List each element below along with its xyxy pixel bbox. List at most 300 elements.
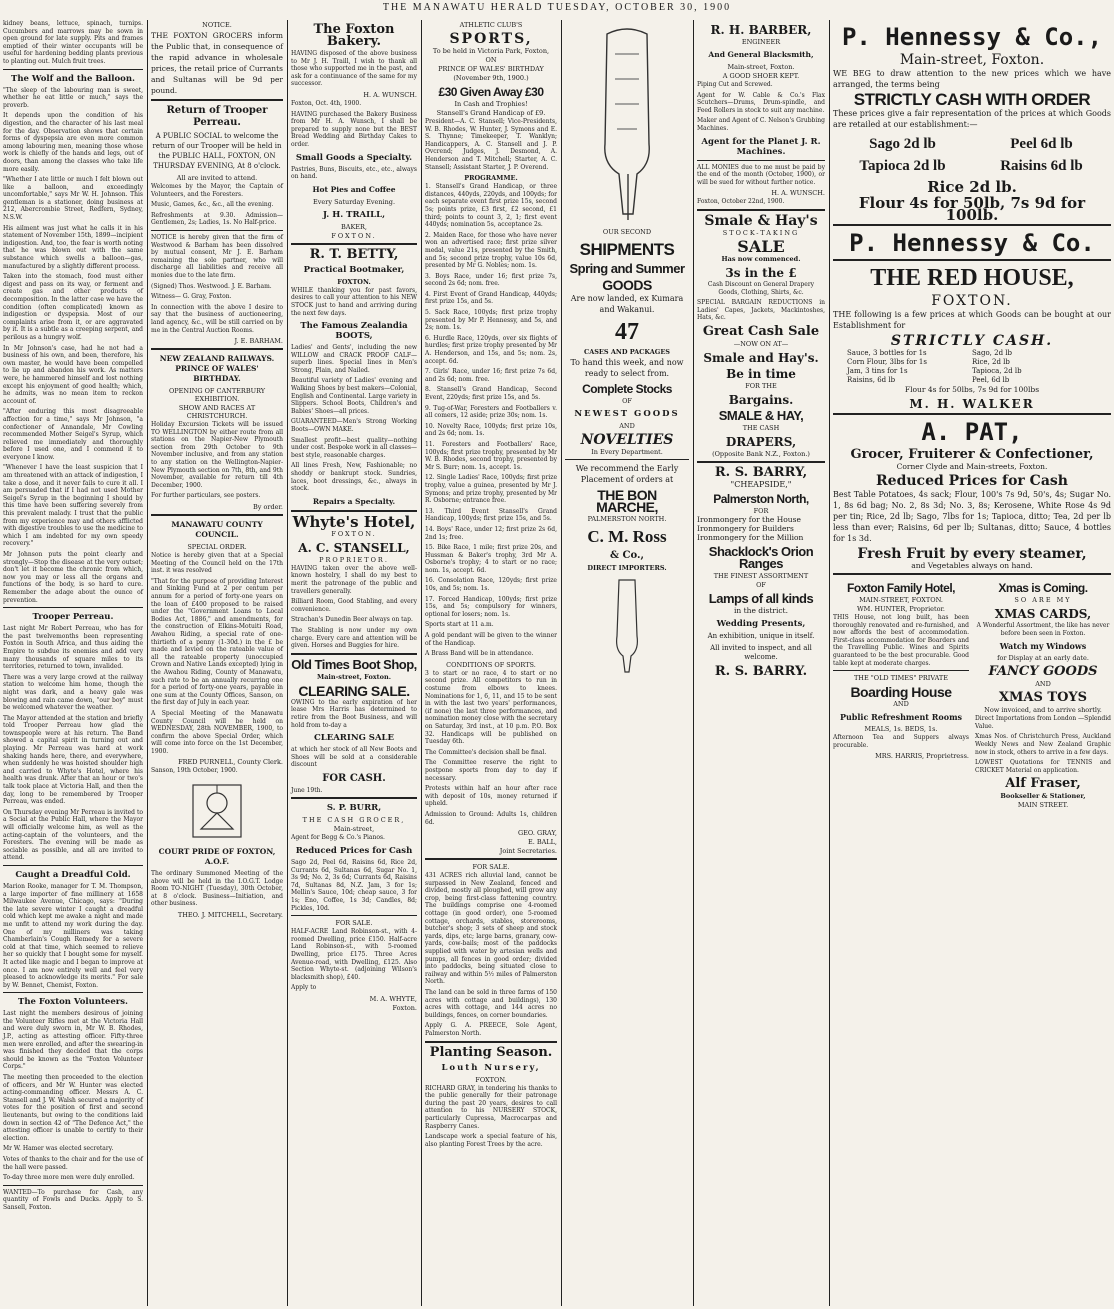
court-notice: The ordinary Summoned Meeting of the above will be held in the I.O.G.T. Lodge Room TO-NIGHT (Tuesday), 30th October, at 8 o'clock. Business—Initiation, and other business. bbox=[151, 870, 283, 908]
ad-heading: XMAS CARDS, bbox=[994, 607, 1092, 621]
price-item: Rice, 2d lb bbox=[972, 358, 1010, 366]
notice-text: By order. bbox=[252, 503, 283, 512]
divider bbox=[151, 99, 283, 101]
ad-text: Best Table Potatoes, 4s sack; Flour, 100's 7s 9d, 50's, 4s; Sugar No. 1, 8s 6d bag; No. 2, 8s 3d; No. 3, 8s; Kerosene, White Rose 4s 9d per tin; Rice, 2d lb; Sago, 7lbs for 1s; Tapioca, ditto; Tea, 2d per lb less than ever; Raisins, 6d per lb; Sultanas, ditto; Sauce, 4 bottles for 1s 3d. bbox=[833, 490, 1111, 543]
divider bbox=[425, 1041, 557, 1043]
ad-heading: R. S. BARRY. bbox=[714, 663, 808, 679]
ad-heading: Be in time bbox=[726, 366, 796, 381]
ad-text: All lines Fresh, New, Fashionable; no shoddy or bankrupt stock. Sundries, laces, boot dressings, &c., always in stock. bbox=[291, 462, 417, 493]
notice-text: All are invited to attend. bbox=[176, 174, 258, 182]
notice-text: Music, Games, &c., &c., all the evening. bbox=[151, 201, 274, 209]
programme-item: 14. Boys' Race, under 12; first prize 2s 6d, 2nd 1s; free. bbox=[425, 525, 557, 541]
ad-text: Corner Clyde and Main-streets, Foxton. bbox=[896, 462, 1048, 471]
price-item: Flour 4s for 50lb, 7s 9d for 100lb. bbox=[858, 194, 1086, 224]
ad-text: Admission to Ground: Adults 1s, children 6d. bbox=[425, 810, 557, 826]
ad-heading: £30 Given Away £30 bbox=[438, 85, 544, 99]
ad-text: Pastries, Buns, Biscuits, etc., etc., always on hand. bbox=[291, 165, 417, 181]
ad-text: HAVING disposed of the above business to Mr J. H. Traill, I wish to thank all those who supported me in the past, and ask for a continuance of the same for my successor. bbox=[291, 50, 417, 88]
ad-text: for Display at an early date. bbox=[997, 654, 1089, 663]
divider bbox=[425, 858, 557, 860]
ad-heading: DRAPERS, bbox=[725, 434, 797, 449]
signature-mitchell: THEO. J. MITCHELL, Secretary. bbox=[177, 911, 283, 920]
ad-text: FOXTON. bbox=[475, 1075, 507, 1084]
article-text: kidney beans, lettuce, spinach, turnips. Cucumbers and marrows may be sown in open ground for late supply. Pits and frames emptied of their winter occupants will be useful for hardening bedding plants previous to planting out. Mulch fruit trees. bbox=[3, 20, 143, 65]
programme-item: A gold pendant will be given to the winner of the Handicap. bbox=[425, 632, 557, 647]
divider bbox=[3, 865, 143, 866]
ad-text: HAVING purchased the Bakery Business from Mr H. A. Wunsch, I shall be prepared to supply none but the BEST Bread Wedding and Birthday Cakes to order. bbox=[291, 110, 417, 148]
headline-family-hotel: Foxton Family Hotel, bbox=[846, 581, 955, 595]
ad-text: ON bbox=[485, 56, 497, 64]
ad-text: The land can be sold in three farms of 150 acres with cottage and buildings), 130 acres with cottage, and 144 acres no buildings, fences, on corner boundaries. bbox=[425, 989, 557, 1019]
ad-text: in the district. bbox=[734, 605, 788, 615]
divider bbox=[291, 653, 417, 655]
ad-heading: Smale and Hay's. bbox=[703, 350, 819, 365]
ad-heading: A. C. STANSELL, bbox=[298, 540, 410, 555]
price-item: Sago 2d lb bbox=[869, 136, 936, 152]
price-item: Corn Flour, 3lbs for 1s bbox=[847, 358, 927, 366]
ad-text: Direct Importations from London —Splendid Value. bbox=[975, 715, 1111, 730]
ad-heading: Shacklock's Orion Ranges bbox=[708, 543, 814, 571]
programme-item: 15. Bike Race, 1 mile; first prize 20s, and Hussman & Baker's trophy, 3rd Mr A. Osborne's trophy; 4 to start or no race; nom. 1s, accept. 6d. bbox=[425, 544, 557, 574]
ad-text: Now invoiced, and to arrive shortly. bbox=[984, 706, 1102, 715]
article-text: "The sleep of the labouring man is sweet, whether he eat little or much," says the proverb. bbox=[3, 86, 143, 109]
ad-heading: Public Refreshment Rooms bbox=[839, 712, 963, 723]
ad-heading: The Famous Zealandia BOOTS, bbox=[300, 321, 408, 342]
ad-text: Foxton, October 22nd, 1900. bbox=[697, 198, 785, 206]
ad-text: In Every Department. bbox=[591, 448, 663, 456]
ad-heading: Lamps of all kinds bbox=[708, 590, 814, 606]
ad-heading: Watch my Windows bbox=[999, 641, 1087, 652]
ad-heading: Wedding Presents, bbox=[716, 618, 806, 629]
ad-text: ATHLETIC CLUB'S bbox=[459, 21, 523, 29]
ad-heading: S. P. BURR, bbox=[326, 803, 382, 814]
article-text: Last night the members desirous of joining the Volunteer Rifles met at the Victoria Hall and were duly sworn in, Mr W. B. Rhodes, J.P., acting as attesting officer. Fifty-three men were enrolled, and after the swearing-in was finished they decided that the corps should be known as the "Foxton Volunteer Corps." bbox=[3, 1010, 143, 1071]
price-item: Rice 2d lb. bbox=[927, 178, 1017, 196]
classified-wanted: WANTED—To purchase for Cash, any quantity of Fowls and Ducks. Apply to S. Sansell, Foxton. bbox=[3, 1188, 143, 1211]
programme-item: 17. Forced Handicap, 100yds; first prize 15s, and 5s; compulsory for winners, optional for losers; nom. 1s. bbox=[425, 595, 557, 618]
ad-heading: FOR SALE. bbox=[335, 919, 373, 928]
price-list bbox=[833, 349, 1111, 385]
headline-bon-marche: THE BON MARCHE, bbox=[596, 487, 658, 515]
ad-text: Main-street, Foxton. bbox=[727, 63, 795, 71]
divider bbox=[3, 607, 143, 608]
divider bbox=[151, 348, 283, 350]
ad-text: Joint Secretaries. bbox=[499, 847, 557, 856]
ad-text: RICHARD GRAY, in tendering his thanks to the public generally for their patronage during the past 20 years, desires to call attention to his NURSERY STOCK, particularly Cupressa, Macrocarpas and Raspberry Canes. bbox=[425, 1084, 557, 1130]
divider bbox=[3, 1185, 143, 1186]
ad-heading: STRICTLY CASH WITH ORDER bbox=[853, 90, 1091, 109]
article-text: In Mr Johnson's case, had he not had a business of his own, and been, therefore, his own master, he would have been compelled to lie up and abandon his work. As matters were, he hammered himself and lost nothing except his enjoyment of good health; which, he admits, was no mean item to reckon account of. bbox=[3, 344, 143, 405]
ad-heading: NOVELTIES bbox=[580, 432, 674, 448]
ad-text: WE BEG to draw attention to the new prices which we have arranged, the terms being bbox=[833, 69, 1111, 89]
column-3 bbox=[288, 20, 420, 1306]
headline-planting-season: Planting Season. bbox=[429, 1044, 553, 1060]
headline-barry: R. S. BARRY, bbox=[714, 464, 808, 480]
ad-heading: Repairs a Specialty. bbox=[312, 496, 396, 506]
ad-text: Bookseller & Stationer, bbox=[1000, 792, 1086, 801]
ad-heading: J. H. TRAILL, bbox=[322, 209, 386, 220]
headline-county-council: MANAWATU COUNTY COUNCIL. bbox=[171, 520, 263, 540]
ad-text: SPECIAL BARGAIN REDUCTIONS in Ladies' Capes, Jackets, Mackintoshes, Hats, &c. bbox=[697, 299, 825, 322]
ad-text: THE FINEST ASSORTMENT bbox=[713, 571, 809, 580]
ad-text: Strachan's Dunedin Beer always on tap. bbox=[291, 616, 413, 624]
bottom-ads-grid bbox=[833, 578, 1111, 810]
programme-item: 5. Sack Race, 100yds; first prize trophy presented by Mr P. Hennessy, and 5s, and 2s; nom. 1s. bbox=[425, 309, 557, 332]
headline-smale-hays: Smale & Hay's bbox=[704, 212, 818, 229]
headline-cm-ross: C. M. Ross bbox=[587, 527, 667, 546]
ad-text: PROPRIETOR. bbox=[319, 555, 389, 564]
ad-text: SO ARE MY bbox=[1014, 596, 1072, 604]
ad-text: AND bbox=[1035, 680, 1051, 689]
ad-text: Billiard Room, Good Stabling, and every convenience. bbox=[291, 598, 417, 613]
ad-heading: SALE bbox=[737, 236, 785, 256]
divider bbox=[833, 413, 1111, 415]
ad-text: Ironmongery for the House bbox=[697, 514, 801, 524]
programme-item: 1. Stansell's Grand Handicap, or three distances, 440yds, 220yds, and 100yds; for each separate event first prize 15s, second 5s; points prize, £3 first, £2 second, £1 third; points to count 3, 2, 1; first event 440yds; nomination 5s, acceptance 2s. bbox=[425, 183, 557, 229]
ad-text: The Stabling is now under my own charge. Every care and attention will be given. Horses and Buggies for hire. bbox=[291, 626, 417, 650]
ad-heading: Spring and Summer bbox=[569, 261, 685, 276]
divider bbox=[291, 797, 417, 799]
right-ads bbox=[975, 578, 1111, 810]
article-text: "After enduring this most disagreeable affection for a time," says Mr Johnson, "a confectioner of Annandale, Mr Cowling recommended Mother Seigel's Syrup, which relieved me immediately and thoroughly before I used one, and I commend it to everyone I know. bbox=[3, 408, 143, 461]
price-list bbox=[833, 133, 1111, 177]
notice-text: SPECIAL ORDER. bbox=[187, 543, 247, 552]
headline-return-trooper: Return of Trooper Perreau. bbox=[166, 105, 268, 128]
ad-heading: CLEARING SALE. bbox=[298, 682, 410, 699]
ad-text: We recommend the Early Placement of orders at bbox=[575, 464, 679, 484]
ad-text: FOXTON. bbox=[337, 277, 371, 286]
ad-text: WHILE thanking you for past favors, desires to call your attention to his NEW STOCK just to hand and arriving during the next few days. bbox=[291, 286, 417, 317]
notice-text: Refreshments at 9.30. Admission—Gentlemen, 2s; Ladies, 1s. No Half-price. bbox=[151, 211, 283, 227]
column-7 bbox=[830, 20, 1114, 1306]
article-text: There was a very large crowd at the railway station to welcome him home, though the night was dark, and a heavy gale was blowing and rain came down, "our boy" must be welcomed whatever the weather. bbox=[3, 673, 143, 712]
programme-item: 6. Hurdle Race, 120yds, over six flights of hurdles; first prize trophy presented by Mr A. Henderson, and 15s, and 5s; nom. 2s, accept. 6d. bbox=[425, 334, 557, 365]
ad-text: Agent for W. Cable & Co.'s Flax Scutchers—Drums, Drum-spindle, and Feed Rollers in stock to suit any machine. bbox=[697, 91, 825, 114]
ad-text: Foxton. bbox=[392, 1003, 417, 1012]
ad-text: Landscape work a special feature of his, also planting Forest Trees by the acre. bbox=[425, 1133, 557, 1148]
divider bbox=[565, 459, 689, 460]
column-4 bbox=[422, 20, 560, 1306]
ad-text: FOXTON. bbox=[331, 529, 377, 538]
ad-text: THE CASH GROCER, bbox=[302, 816, 406, 825]
price-item: Raisins, 6d lb bbox=[847, 376, 896, 384]
ad-text: Sago 2d, Peel 6d, Raisins 6d, Rice 2d, Currants 6d, Sultanas 6d, Sugar No. 1, 3s 9d; No. 2, 3s 6d; Currants 6d, Raisins 7d, Sultanas 8d, N.Z. Jam, 3 for 1s; Mellin's Sauce, 10d; cheap sauce, 3 for 1s; Eno, Coffee, 1s 3d; Candles, 8d; Pickles, 10d. bbox=[291, 859, 417, 912]
ad-text: THIS House, not long built, has been thoroughly renovated and re-furnished, and now affords the best of accommodation. First-class accommodation for Boarders and the Travelling Public. Wines and Spirits guaranteed to be the best procurable. Good table kept at moderate charges. bbox=[833, 614, 969, 667]
ad-heading: Reduced Prices for Cash bbox=[876, 473, 1068, 489]
headline-forty-seven: 47 bbox=[615, 319, 639, 345]
article-text: The meeting then proceeded to the election of officers, and Mr W. Hunter was elected acting-commanding officer. Messrs A. C. Stansell and J. W. Walsh secured a majority of votes for the position of first and second lieutenants, but owing to the conditions laid down in section 42 of "The Defence Act," the attesting officer is unable to certify to their election. bbox=[3, 1074, 143, 1142]
ad-text: HAVING taken over the above well-known hostelry, I shall do my best to merit the patronage of the public and travellers generally. bbox=[291, 564, 417, 595]
headline-dreadful-cold: Caught a Dreadful Cold. bbox=[15, 869, 131, 880]
ad-text: Main-street, Foxton. bbox=[317, 672, 391, 681]
divider bbox=[833, 670, 969, 671]
ad-text: LOWEST Quotations for TENNIS and CRICKET Material on application. bbox=[975, 759, 1111, 774]
headline-foxton-volunteers: The Foxton Volunteers. bbox=[18, 997, 128, 1008]
ad-text: ALL MONIES due to me must be paid by the end of the month (October, 1900), or will be sued for without further notice. bbox=[697, 163, 825, 186]
ad-heading: Great Cash Sale bbox=[702, 323, 820, 339]
ad-heading: FOR CASH. bbox=[322, 772, 386, 784]
ad-text: MAIN-STREET, FOXTON. bbox=[859, 596, 943, 604]
ad-text: Maker and Agent of C. Nelson's Grubbing Machines. bbox=[697, 117, 825, 132]
price-item: Jam, 3 tins for 1s bbox=[847, 367, 908, 375]
divider bbox=[833, 573, 1111, 575]
article-text: "Whether I ate little or much I felt blown out like a balloon, and exceedingly uncomfortable," says Mr W. H. Johnson. This gentleman is a stationer, doing business at 212, Abercrombie Street, Redfern, Sydney, N.S.W. bbox=[3, 176, 143, 222]
ad-text: An exhibition, unique in itself. bbox=[707, 631, 815, 640]
ad-heading: CONDITIONS OF SPORTS. bbox=[446, 660, 536, 669]
headline-betty: R. T. BETTY, bbox=[309, 246, 399, 262]
programme-item: 12. Single Ladies' Race, 100yds; first prize trophy, value a guinea, presented by Mr J. Symons; and prize trophy, presented by Mr R. Osborne; entrance free. bbox=[425, 474, 557, 505]
ad-text: Xmas Nos. of Christchurch Press, Auckland Weekly News and New Zealand Graphic now in stock, others to arrive in a few days. bbox=[975, 733, 1111, 756]
ad-text: Has now commenced. bbox=[721, 254, 801, 263]
divider bbox=[291, 243, 417, 245]
notice-text: Welcomes by the Mayor, the Captain of Volunteers, and the Foresters. bbox=[151, 183, 283, 198]
price-item: Raisins 6d lb bbox=[1000, 158, 1083, 174]
divider bbox=[697, 209, 825, 211]
ad-text: All invited to inspect, and all welcome. bbox=[710, 643, 812, 661]
divider bbox=[697, 160, 825, 161]
masthead: THE MANAWATU HERALD TUESDAY, OCTOBER 30, 1900 bbox=[382, 2, 732, 13]
ad-text: FOR THE bbox=[745, 381, 777, 390]
column-6 bbox=[694, 20, 828, 1306]
ad-text: H. A. WUNSCH. bbox=[363, 90, 417, 99]
headline-hennessy: P. Hennessy & Co., bbox=[841, 23, 1103, 51]
signature-barham: J. E. BARHAM. bbox=[234, 337, 283, 346]
programme-item: 16. Consolation Race, 120yds; first prize 10s, and 5s; nom. 1s. bbox=[425, 577, 557, 593]
ad-text: President—A. C. Stansell; Vice-Presidents, W. B. Rhodes, W. Hunter, J. Symons and E. S. Thynne; Timekeeper, T. Wanklyn; Handicappers, A. C. Stansell and J. P. Ovcrend; Judges, J. Desmond, A. Henderson and T. Mitchell; Starter, A. C. Stansell; Assistant Starter, J. P. Overend. bbox=[425, 118, 557, 171]
ad-text: OF bbox=[622, 397, 632, 405]
ad-text: MEALS, 1s. BEDS, 1s. bbox=[864, 725, 938, 734]
ad-heading: Grocer, Fruiterer & Confectioner, bbox=[850, 447, 1094, 462]
ad-heading: NEWEST GOODS bbox=[574, 409, 680, 419]
divider bbox=[833, 259, 1111, 261]
programme-item: 10. Novelty Race, 100yds; first prize 10s, and 2s 6d; nom. 1s. bbox=[425, 422, 557, 438]
headline-whytes-hotel: Whyte's Hotel, bbox=[292, 512, 416, 531]
ad-text: 3 to start or no race, 4 to start or no second prize. All competitors to run in costume from elbows to knees. Nominations for 1, 6, 11, and 15 to be sent in with the last two years' performances, (if none) the last three performances, and nomination money close with the secretary on Saturday, 3rd inst., at 10 p.m. P.O. Box 32. Handicaps will be published on Tuesday 6th. bbox=[425, 669, 557, 746]
notice-heading: NOTICE. bbox=[202, 21, 232, 29]
ad-text: M. A. WHYTE, bbox=[369, 994, 417, 1003]
ad-text: Foxton, Oct. 4th, 1900. bbox=[291, 99, 362, 107]
pointing-hand-icon bbox=[597, 576, 657, 676]
headline-nz-railways: NEW ZEALAND RAILWAYS. PRINCE OF WALES' BIRTHDAY. bbox=[159, 354, 275, 384]
divider bbox=[697, 461, 825, 463]
ad-text: GUARANTEED—Men's Strong Working Boots—OWN MAKE. bbox=[291, 418, 417, 434]
article-text: To-day three more men were duly enrolled. bbox=[3, 1174, 135, 1182]
ad-heading: Practical Bootmaker, bbox=[303, 264, 405, 275]
divider bbox=[3, 69, 143, 70]
article-text: Marion Rooke, manager for T. M. Thompson, a large importer of fine millinery at 1658 Milwaukee Avenue, Chicago, says: "During the late severe winter I caught a dreadful cold which kept me awake a night and made me unfit to attend my work during the day. One of my milliners was taking Chamberlain's Cough Remedy for a severe cold at that time, which seemed to relieve her so quickly that I bought some for myself. It acted like magic and I began to improve at once. I am now entirely well and feel very pleased to acknowledge its merits." For sale by W. Bennet, Chemist, Foxton. bbox=[3, 882, 143, 989]
ad-text: FOXTON. bbox=[331, 231, 377, 240]
county-notice: Notice is hereby given that at a Special Meeting of the Council held on the 17th inst. it was resolved bbox=[151, 552, 283, 575]
ad-text: Are now landed, ex Kumara and Wakanui. bbox=[570, 294, 684, 314]
ad-text: Piping Cut and Screwed. bbox=[697, 81, 773, 88]
article-text: Taken into the stomach, food must either digest and pass on its way, or ferment and create gas and other products of decomposition. In the latter case we have the condition (often complicated) known as indigestion or dyspepsia. Most of our complaints arise from it, or are aggravated by it. It is a subtle as a creeping serpent, and perilous as a hungry wolf. bbox=[3, 273, 143, 341]
programme-item: 4. First Event of Grand Handicap, 440yds; first prize 15s, and 5s. bbox=[425, 290, 557, 306]
ad-text: Agent for Begg & Co.'s Pianos. bbox=[291, 834, 385, 842]
notice-text: For further particulars, see posters. bbox=[151, 492, 261, 500]
ad-text: AND bbox=[619, 422, 635, 430]
headline-court-pride: COURT PRIDE OF FOXTON, A.O.F. bbox=[158, 847, 276, 867]
social-announcement: A PUBLIC SOCIAL to welcome the return of our Trooper will be held in the PUBLIC HALL, FOXTON, ON THURSDAY EVENING, At 8 o'clock. bbox=[152, 132, 282, 170]
headline-alf-fraser: Alf Fraser, bbox=[1005, 776, 1081, 792]
divider bbox=[291, 510, 417, 512]
ad-text: MRS. HARRIS, Proprietress. bbox=[875, 752, 969, 761]
column-5 bbox=[562, 20, 692, 1306]
ad-heading: Complete Stocks bbox=[582, 382, 672, 396]
programme-item: 9. Tug-of-War, Foresters and Footballers v. all comers, 12 aside; prize 30s; nom. 1s. bbox=[425, 404, 557, 420]
programme-item: 11. Foresters and Footballers' Race, 100yds; first prize trophy, presented by Mr W. B. Rhodes, second trophy, presented by Mr S. Burr; nom. 1s, accept. 1s. bbox=[425, 440, 557, 471]
programme-item: 2. Maiden Race, for those who have never won an advertised race; first prize silver medal, value 21s, presented by the Smith, and 5s; second prize trophy, value 10s 6d, presented by Mr G. Nobles; nom. 1s. bbox=[425, 231, 557, 270]
notice-text: Witness— G. Gray, Foxton. bbox=[151, 293, 232, 301]
ad-heading: FOR SALE. bbox=[472, 863, 510, 872]
ad-text: —NOW ON AT— bbox=[733, 339, 789, 348]
ad-text: WM. HUNTER, Proprietor. bbox=[857, 605, 945, 613]
ad-text: Apply G. A. PREECE, Sole Agent, Palmerston North. bbox=[425, 1022, 557, 1037]
ad-text: June 19th. bbox=[291, 786, 323, 794]
price-item: Flour 4s for 50lbs, 7s 9d for 100lbs bbox=[904, 385, 1040, 394]
ad-heading: CLEARING SALE bbox=[313, 733, 395, 744]
article-text: "Whenever I have the least suspicion that I am threatened with an attack of indigestion, I take a dose, and it never fails to cure it all. I am persuaded that if I had not used Mother Seigel's Syrup in the beginning I should by this time have been suffering severely from this prevalent malady. I trust that the public from my experience may and others afflicted with digestive troubles to use the medicine to which I am indebted for my own speedy recovery." bbox=[3, 464, 143, 548]
ad-text: FOR bbox=[753, 506, 769, 515]
ad-heading: M. H. WALKER bbox=[909, 397, 1035, 411]
ad-text: Stansell's Grand Handicap of £9. bbox=[436, 109, 546, 117]
ad-heading: SMALE & HAY, bbox=[718, 407, 804, 423]
ad-text: 431 ACRES rich alluvial land, cannot be surpassed in New Zealand, fenced and divided, mostly all ploughed, will grow any crop, being first-class fattening country. The buildings comprise one 4-roomed cottage (in good order), one 5-roomed cottage, orchards, stables, storerooms, butcher's shop; 3 sets of sheep and stock yards, dips, etc; large barns, granary, cow-yards, cow-bails; most of the paddocks supplied with water by artesian wells and pumps, all fences in good order; divided into paddocks, being situated close to railway and within 5½ miles of Palmerston North. bbox=[425, 872, 557, 986]
ad-text: H. A. WUNSCH. bbox=[771, 189, 825, 198]
ad-text: To hand this week, and now ready to select from. bbox=[570, 358, 684, 378]
column-1 bbox=[0, 20, 146, 1306]
notice-text: In connection with the above I desire to say that the business of auctioneering, land agency, &c., will be still carried on by me in the Central Auction Rooms. bbox=[151, 303, 283, 334]
ad-text: MAIN STREET. bbox=[1017, 801, 1069, 810]
ad-text: The Committee reserve the right to postpone sports from day to day if necessary. bbox=[425, 759, 557, 782]
ad-heading: PROGRAMME. bbox=[464, 174, 518, 183]
ad-heading: Louth Nursery, bbox=[441, 1062, 541, 1073]
ad-text: Main-street, Foxton. bbox=[899, 52, 1045, 68]
price-item: Peel, 6d lb bbox=[972, 376, 1010, 384]
ad-heading: And General Blacksmith, bbox=[708, 50, 814, 59]
ad-text: The Committee's decision shall be final. bbox=[425, 748, 547, 756]
headline-old-times: Old Times Boot Shop, bbox=[291, 656, 417, 672]
ad-text: PALMERSTON NORTH. bbox=[587, 515, 667, 523]
headline-shipments: SHIPMENTS bbox=[579, 240, 675, 259]
divider bbox=[833, 224, 1111, 226]
ad-text: Protests within half an hour after race with deposit of 10s, money returned if upheld. bbox=[425, 785, 557, 808]
article-text: Votes of thanks to the chair and for the use of the hall were passed. bbox=[3, 1155, 143, 1171]
ad-heading: FANCY GOODS bbox=[988, 664, 1098, 680]
ad-heading: Hot Pies and Coffee bbox=[312, 184, 396, 194]
ad-text: Afternoon Tea and Suppers always procurable. bbox=[833, 734, 969, 749]
ad-text: Ironmongery for the Million bbox=[697, 532, 804, 542]
ad-text: GEO. GRAY, bbox=[517, 829, 557, 838]
headline-trooper-perreau: Trooper Perreau. bbox=[32, 612, 114, 623]
ad-heading: Palmerston North, bbox=[713, 491, 809, 506]
column-2 bbox=[148, 20, 286, 1306]
ad-text: (November 9th, 1900.) bbox=[453, 74, 529, 82]
programme-item: 3. Boys Race, under 16; first prize 7s, second 2s 6d; nom. free. bbox=[425, 272, 557, 288]
article-text: It depends upon the condition of his digestion, and the character of his last meal for the day. Observation shows that certain forms of dyspepsia are even more common among labouring men, meaning those whose work is chiefly of the hands and legs, out of doors, than among the classes who take life more easily. bbox=[3, 112, 143, 173]
ad-heading: & Co., bbox=[610, 550, 644, 561]
price-item: Tapioca 2d lb bbox=[859, 158, 946, 174]
article-text: Mr W. Hamer was elected secretary. bbox=[3, 1145, 114, 1153]
divider bbox=[151, 230, 283, 231]
ad-text: A GOOD SHOER KEPT. bbox=[722, 72, 800, 80]
ad-text: These prices give a fair representation of the prices at which Goods are retailed at our establishment:— bbox=[833, 109, 1111, 129]
pointing-hand-icon bbox=[577, 24, 677, 224]
price-item: Sauce, 3 bottles for 1s bbox=[847, 349, 927, 357]
headline-barber: R. H. BARBER, bbox=[710, 23, 812, 37]
ad-text: PRINCE OF WALES' BIRTHDAY bbox=[438, 65, 544, 73]
ad-text: at which her stock of all New Boots and Shoes will be sold at a considerable discount bbox=[291, 746, 417, 769]
article-text: The Mayor attended at the station and briefly told Trooper Perreau how glad the townspeople were at his return. The Band showed a capital spirit in turning out and playing. Mr Perreau was hard at work shaking hands here, there, and everywhere, when suddenly he was hoisted shoulder high and carried to Whyte's Hotel, where his health was drunk. After that an hour or two's talk took place at Victoria Hall, and then the day, long to be remembered by Trooper Perreau, was ended. bbox=[3, 714, 143, 806]
dissolution-notice: NOTICE is hereby given that the firm of Westwood & Barham has been dissolved by mutual consent, Mr J. E. Barham remaining the sole partner, who will discharge all liabilities and receive all monies due to the late firm. bbox=[151, 233, 283, 279]
headline-a-pat: A. PAT, bbox=[921, 418, 1023, 446]
ad-text: BAKER, bbox=[340, 222, 368, 231]
notice-text: Sanson, 19th October, 1900. bbox=[151, 767, 238, 775]
divider bbox=[151, 514, 283, 516]
article-text: His ailment was just what he calls it in his statement of November 15th, 1899—incipient indigestion. And, too, the fear is worth noting that he was blown out with the same substance which swells a balloon—gas, manufactured by a slightly different process. bbox=[3, 224, 143, 270]
headline-wolf-balloon: The Wolf and the Balloon. bbox=[11, 73, 135, 84]
ad-heading: Bargains. bbox=[728, 392, 794, 407]
ad-text: In Cash and Trophies! bbox=[454, 100, 528, 108]
programme-item: 13. Third Event Stansell's Grand Handicap, 100yds; first prize 15s, and 5s. bbox=[425, 507, 557, 523]
ad-text: A Wonderful Assortment, the like has never before been seen in Foxton. bbox=[976, 622, 1110, 637]
headline-sports: SPORTS, bbox=[449, 31, 533, 47]
ad-text: HALF-ACRE Land Robinson-st., with 4-roomed Dwelling, price £150. Half-acre Land Robinson-st., with 5-roomed Dwelling, price £175. Three Acres Avenue-road, with Dwelling, £125. Also Section Whyte-st. (adjoining Wilson's blacksmith shop), £40. bbox=[291, 928, 417, 981]
ad-heading: Agent for the Planet J. R. Machines. bbox=[701, 136, 821, 157]
divider bbox=[3, 992, 143, 993]
county-notice: "That for the purpose of providing Interest and Sinking Fund at 2 per centum per annum for a period of forty-one years on the loan of £400 proposed to be raised under the "Government Loans to Local Bodies Act, 1886," and amendments, for the construction of Elkins-Motuiti Road, Awahou Riding, a special rate of one-thirtieth of a penny (1-30d.) in the £ be made and levied on the rateable value of all the rateable property (unoccupied Crown and Native Lands excepted) lying in the Awahou Riding, County of Manawatu, such rate to be an annually recurring one for a period of forty-one years, payable in one sum at the County Offices, Sanson, on the first day of July in each year. bbox=[151, 577, 283, 707]
ad-text: THE "OLD TIMES" PRIVATE bbox=[853, 674, 949, 683]
ad-text: "CHEAPSIDE," bbox=[730, 479, 792, 489]
county-notice: A Special Meeting of the Manawatu County Council will be held on WEDNESDAY, 28th NOVEMBER, 1900, to confirm the above Special Order, which will come into force on the 1st December, 1900. bbox=[151, 709, 283, 755]
programme-item: 7. Girls' Race, under 16; first prize 7s 6d, and 2s 6d; nom. free. bbox=[425, 368, 557, 383]
divider bbox=[291, 915, 417, 916]
ad-heading: 3s in the £ bbox=[725, 265, 797, 280]
ad-text: and Vegetables always on hand. bbox=[911, 561, 1033, 570]
left-ads bbox=[833, 578, 969, 810]
programme-item: A Brass Band will be in attendance. bbox=[425, 650, 534, 658]
ad-text: Every Saturday Evening. bbox=[312, 197, 396, 206]
ad-text: ENGINEER bbox=[741, 38, 781, 46]
grocers-notice: THE FOXTON GROCERS inform the Public that, in consequence of the rapid advance in wholesale prices, the retail price of Currants and Sultanas will be 9d per pound. bbox=[151, 31, 283, 95]
ad-text: DIRECT IMPORTERS. bbox=[587, 564, 667, 572]
ad-text: OWING to the early expiration of her lease Mrs Harris has determined to retire from the Boot Business, and will hold from to-day a bbox=[291, 698, 417, 729]
ad-text: Beautiful variety of Ladies' evening and Walking Shoes by best makers—Colonial, English and Continental. Large variety in Slippers. School Boots, Children's and Babies' Shoes—all prices. bbox=[291, 377, 417, 415]
article-text: On Thursday evening Mr Perreau is invited to a Social at the Public Hall, where the Mayor will officially welcome him, as well as the acting-captain of the volunteers, and the Foresters. The evening will be made as sociable as possible, and all are invited to attend. bbox=[3, 808, 143, 862]
ad-text: Main-street, bbox=[333, 825, 375, 834]
ad-text: E. BALL, bbox=[527, 838, 557, 847]
ad-text: STOCK-TAKING bbox=[722, 228, 800, 237]
ad-text: OF bbox=[756, 580, 766, 589]
ad-text: Ironmongery for Builders bbox=[697, 523, 794, 533]
court-emblem-icon bbox=[187, 779, 247, 843]
headline-boarding-house: Boarding House bbox=[850, 684, 952, 701]
ad-text: Cash Discount on General Drapery Goods, Clothing, Shirts, &c. bbox=[707, 280, 815, 296]
ad-text: FOXTON. bbox=[931, 293, 1013, 309]
headline-xmas: Xmas is Coming. bbox=[998, 581, 1088, 595]
ad-text: THE CASH bbox=[742, 423, 780, 432]
ad-text: THE following is a few prices at which Goods can be bought at our Establishment for bbox=[833, 310, 1111, 330]
programme-item: 8. Stansell's Grand Handicap, Second Event, 220yds; first prize 15s, and 5s. bbox=[425, 386, 557, 401]
price-item: Peel 6d lb bbox=[1010, 136, 1073, 152]
ad-heading: Reduced Prices for Cash bbox=[295, 846, 413, 857]
price-item: Sago, 2d lb bbox=[972, 349, 1012, 357]
ad-text: AND bbox=[893, 700, 909, 709]
headline-hennessy: P. Hennessy & Co. bbox=[849, 229, 1095, 257]
ad-text: Apply to bbox=[291, 984, 317, 992]
notice-text: SHOW AND RACES AT CHRISTCHURCH. bbox=[178, 404, 256, 421]
notice-text: OPENING OF CANTERBURY EXHIBITION. bbox=[168, 387, 266, 404]
ad-heading: STRICTLY CASH. bbox=[890, 333, 1054, 349]
